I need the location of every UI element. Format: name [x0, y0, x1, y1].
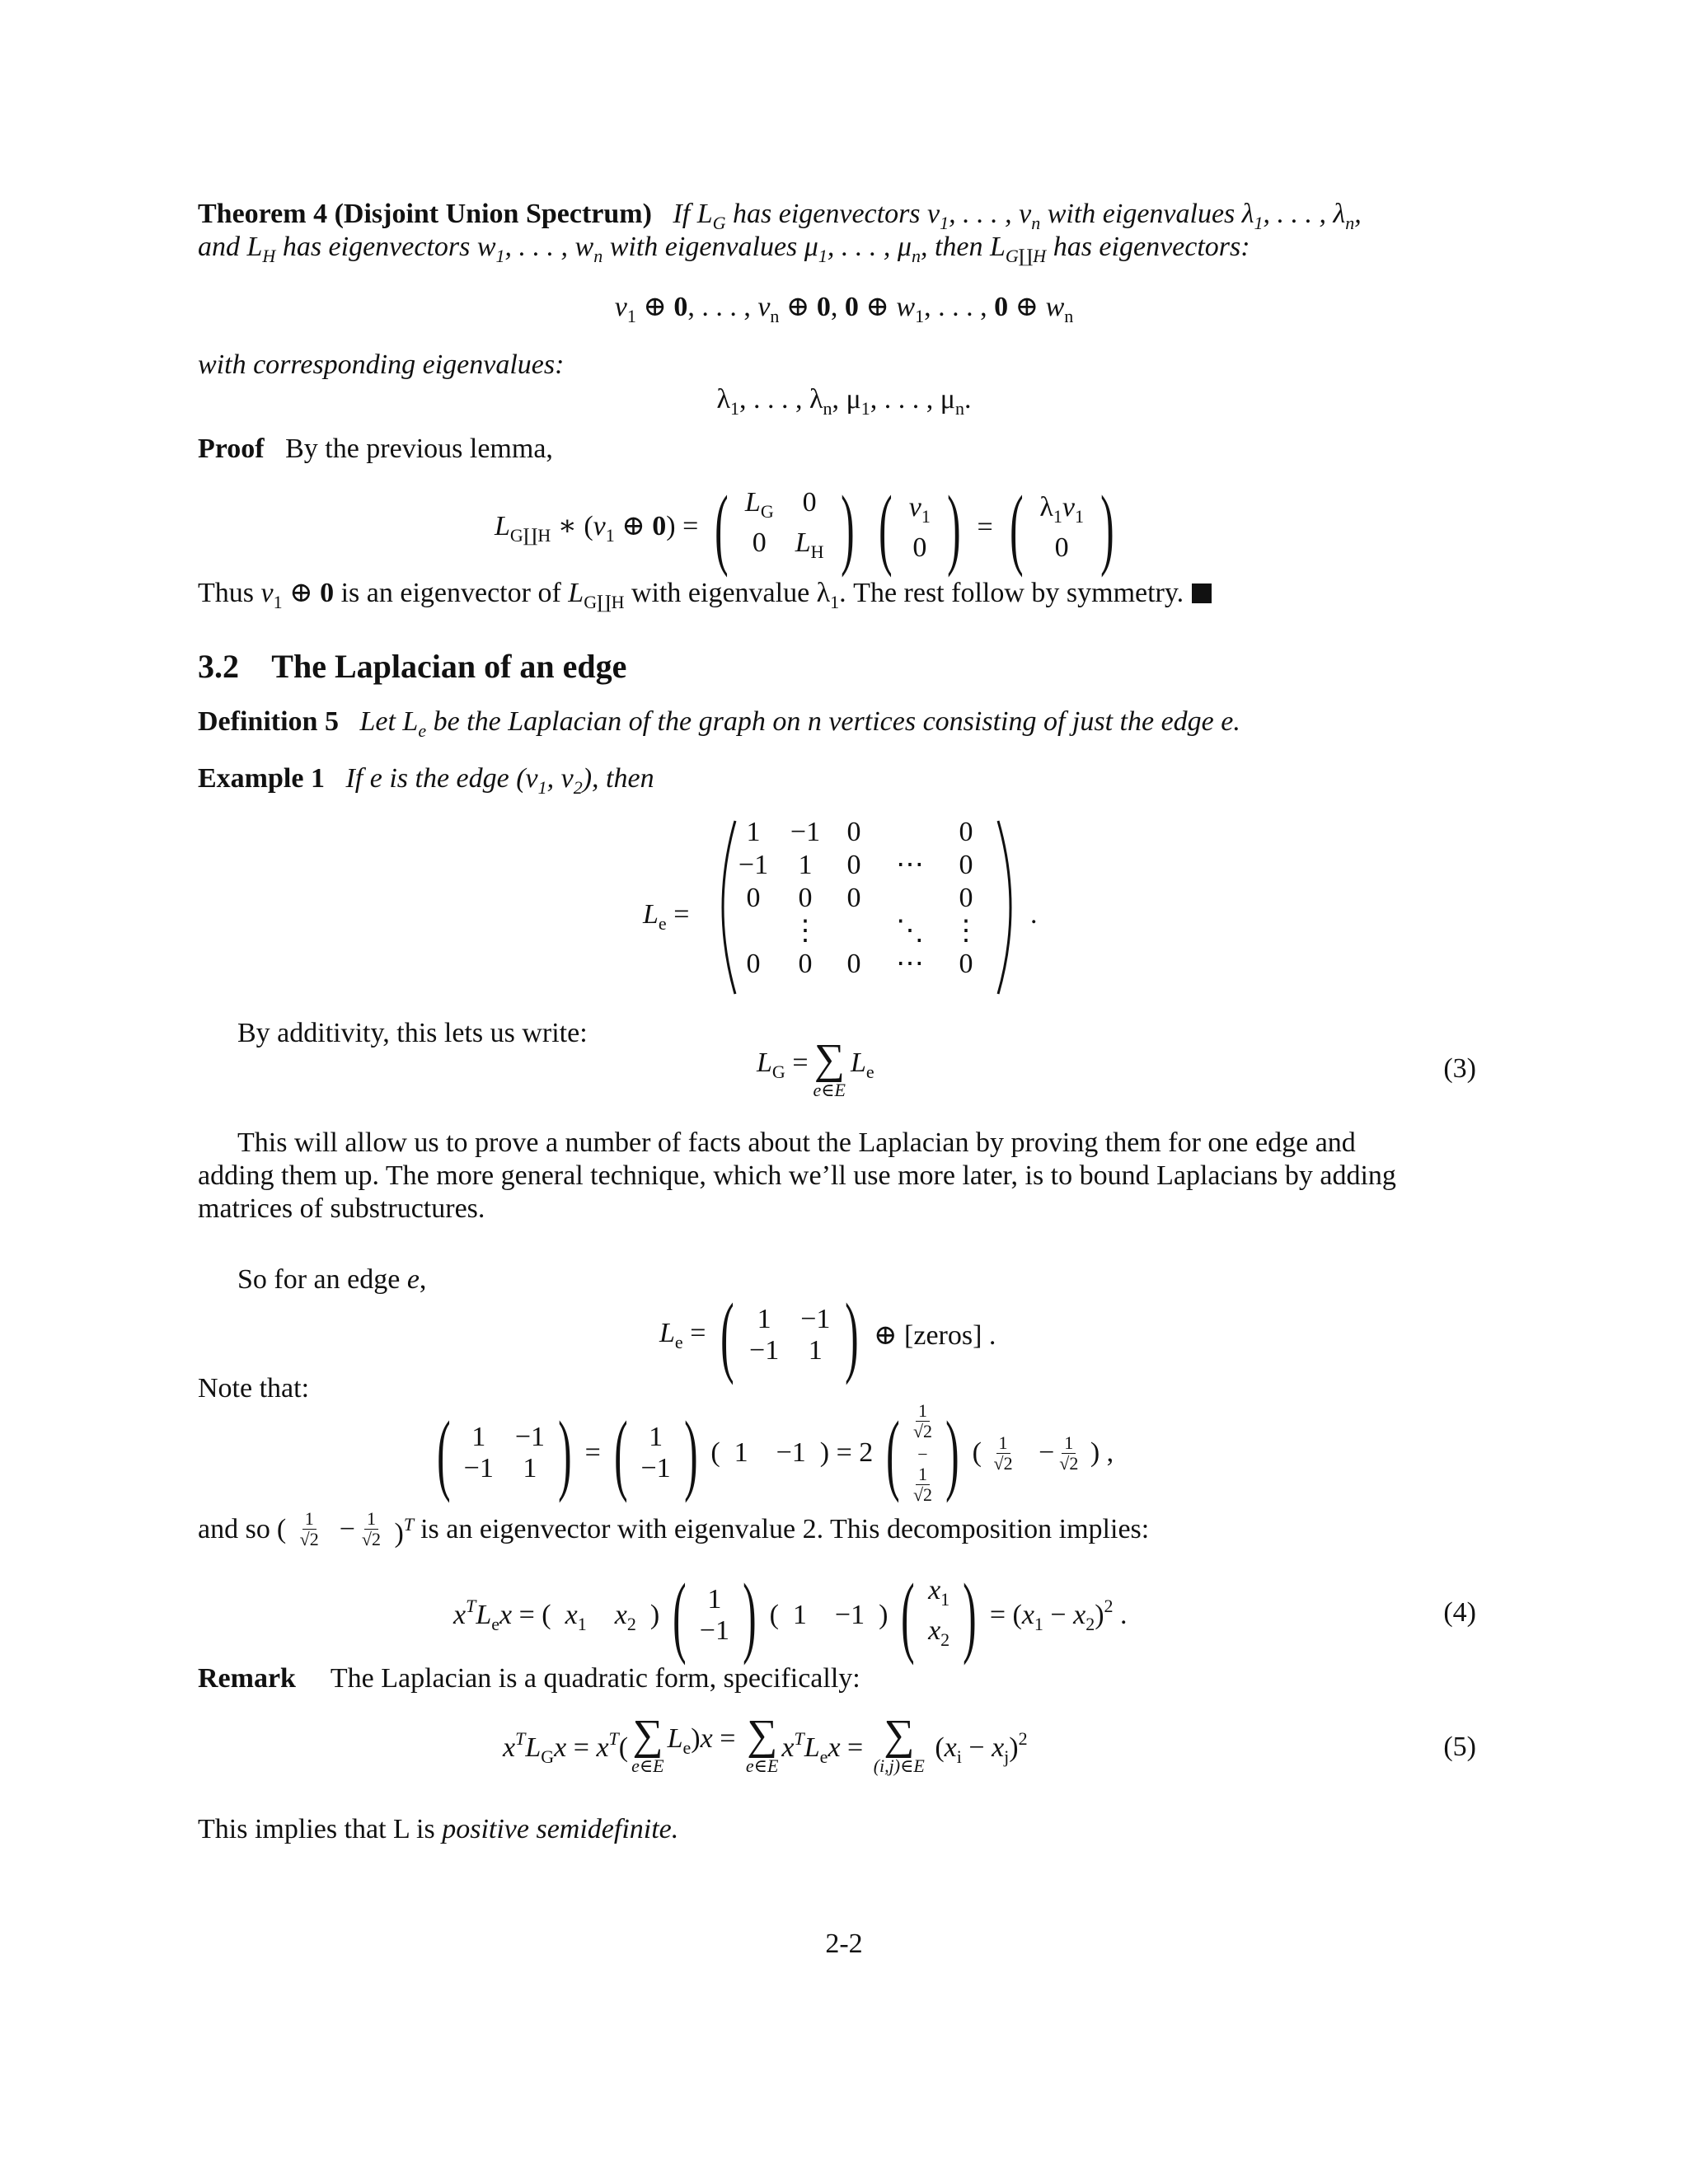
matrix-le-cell: 0 — [846, 850, 861, 880]
definition-label: Definition 5 — [198, 706, 339, 737]
remark-text: The Laplacian is a quadratic form, specifically: — [330, 1663, 860, 1694]
rank-one-decomposition: ( 1 −1 −1 1 ) = ( 1 −1 ) ( 1 −1 ) = 2 ( $\frac{1}{√2}$ − 1 √2 ) ( $\frac{1}{√2}$ − $\frac{1}{√2}$ ) , — [437, 1400, 1114, 1505]
matrix-le-cell — [874, 816, 945, 849]
proof-conclusion: Thus $v_1$ ⊕ 0 is an eigenvector of $L_{G∐H}$ with eigenvalue $\lambda_1$. The rest follow by symmetry. — [198, 577, 1212, 619]
paragraph-line3: matrices of substructures. — [198, 1193, 485, 1224]
edge-text: So for an edge e, — [237, 1264, 427, 1295]
paragraph-line1: This will allow us to prove a number of facts about the Laplacian by proving them for one edge and — [237, 1127, 1356, 1158]
matrix-le-cell: 0 — [798, 883, 813, 913]
equation-4: $x^TL_ex$ = ( $x_1$ $x_2$ ) ( 1 −1 ) ( 1 −1 ) ( $x_1$ $x_2$ ) = $(x_1 - x_2)^2$ . — [453, 1565, 1128, 1666]
equation-4-number: (4) — [1443, 1597, 1476, 1628]
matrix-le-cell: 0 — [846, 949, 861, 979]
and-so-suffix: is an eigenvector with eigenvalue 2. This decomposition implies: — [420, 1513, 1150, 1544]
implies-line — [198, 1813, 678, 1846]
equation-5: $x^TL_Gx = x^T$( ∑ e∈E $L_e)x$ = ∑ e∈E $x^TL_ex$ = ∑ (i,j)∈E $(x_i - x_j)^2$ — [503, 1712, 1028, 1776]
edge-decomposition: $L_e$ = ( 1 −1 −1 1 ) ⊕ [zeros] . — [659, 1285, 996, 1385]
eigenvalues-equation: $\lambda_1$, . . . , $\lambda_n$, $\mu_1$, . . . , $\mu_n$. — [716, 384, 972, 419]
remark-label: Remark — [198, 1663, 296, 1694]
paragraph-line2: adding them up. The more general technique, which we’ll use more later, is to bound Laplacians by adding — [198, 1160, 1396, 1191]
qed-square — [1192, 583, 1212, 603]
matrix-period: . — [1030, 899, 1038, 930]
implies-emph: positive semidefinite. — [442, 1814, 679, 1844]
matrix-le-cell: ⋯ — [896, 850, 924, 880]
section-heading — [198, 647, 626, 687]
matrix-le-cell: 0 — [959, 850, 973, 880]
le-label: $L_e$ = — [643, 899, 690, 934]
theorem-text-line2: and $L_H$ has eigenvectors $w_1$, . . . , $w_n$ with eigenvalues $\mu_1$, . . . , $\mu_n$, then $L_{G∐H}$ has eigenvectors: — [198, 232, 1250, 266]
matrix-le-cell: 0 — [959, 817, 973, 847]
proof-equation: $L_{G∐H}$ ∗ ($v_1$ ⊕ 0) = ( $L_G$ 0 0 $L_H$ ) ( $v_1$ 0 ) = ( $\lambda_1v_1$ 0 ) — [495, 477, 1114, 578]
proof-intro-text: By the previous lemma, — [285, 434, 553, 464]
matrix-le-cell: 0 — [959, 883, 973, 913]
matrix-le-cell: 0 — [846, 817, 861, 847]
proof-label: Proof — [198, 434, 265, 464]
remark — [198, 1662, 860, 1695]
equation-5-number: (5) — [1443, 1732, 1476, 1762]
eigenvectors-equation: $v_1$ ⊕ 0, . . . , $v_n$ ⊕ 0, 0 ⊕ $w_1$, . . . , 0 ⊕ $w_n$ — [614, 292, 1074, 326]
matrix-le-cell: 0 — [746, 883, 761, 913]
matrix-le-cell: 1 — [746, 817, 761, 847]
equation-3: $L_G$ = ∑ e∈E $L_e$ — [757, 1036, 874, 1100]
matrix-le-cell: −1 — [738, 850, 769, 880]
zeros-label: [zeros] — [904, 1320, 982, 1351]
example-label: Example 1 — [198, 763, 325, 794]
matrix-le-cell: 0 — [798, 949, 813, 979]
matrix-le-cell — [874, 882, 945, 915]
equation-3-number: (3) — [1443, 1053, 1476, 1084]
theorem-label: Theorem 4 (Disjoint Union Spectrum) — [198, 199, 652, 229]
additivity-text: By additivity, this lets us write: — [237, 1018, 588, 1048]
section-title: The Laplacian of an edge — [271, 648, 627, 685]
matrix-le-cell: ⋯ — [896, 949, 924, 979]
page-number: 2-2 — [825, 1929, 863, 1959]
matrix-le-cell: 0 — [746, 949, 761, 979]
matrix-le-cell: ⋱ — [896, 916, 924, 946]
matrix-le-cell — [833, 915, 874, 948]
matrix-le-cell: 1 — [798, 850, 813, 880]
matrix-le-cell: −1 — [790, 817, 821, 847]
corresponding-text: with corresponding eigenvalues: — [198, 349, 565, 380]
implies-prefix: This implies that L is — [198, 1814, 435, 1844]
and-so-line: and so ( $\frac{1}{√2}$ − $\frac{1}{√2}$ )$^T$ is an eigenvector with eigenvalue 2. This decomposition implies: — [198, 1508, 1150, 1549]
matrix-le-cell — [729, 915, 777, 948]
theorem-text-line1: If $L_G$ has eigenvectors $v_1$, . . . , $v_n$ with eigenvalues $\lambda_1$, . . . , $\lambda_n$, — [659, 199, 1362, 233]
matrix-le-cell: 0 — [959, 949, 973, 979]
note-that: Note that: — [198, 1373, 310, 1404]
example-1: Example 1 If e is the edge ($v_1$, $v_2$), then — [198, 763, 654, 798]
matrix-right-paren — [993, 818, 1026, 997]
matrix-le-cell: ⋮ — [952, 916, 980, 946]
matrix-le-cell: ⋮ — [791, 916, 819, 946]
definition-5: Definition 5 Let $L_e$ be the Laplacian of the graph on n vertices consisting of just the edge e. — [198, 706, 1240, 741]
proof-intro — [198, 433, 553, 466]
matrix-le-cell: 0 — [846, 883, 861, 913]
matrix-le — [729, 816, 987, 981]
and-so-prefix: and so — [198, 1513, 270, 1544]
section-number: 3.2 — [198, 648, 239, 685]
